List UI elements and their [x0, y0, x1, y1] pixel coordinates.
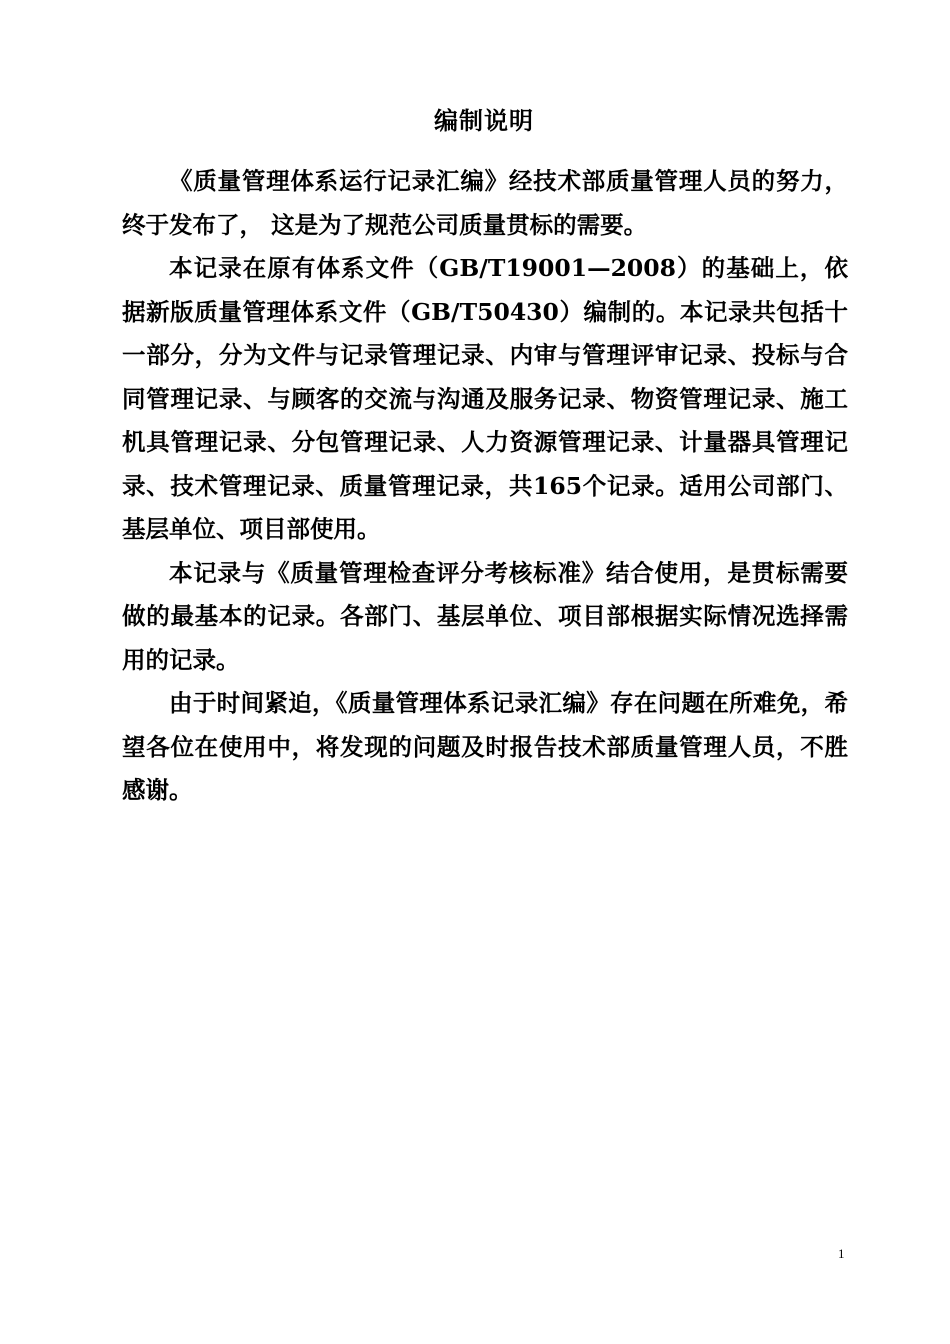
- page-number: 1: [838, 1246, 845, 1261]
- paragraph-feedback: 由于时间紧迫，《质量管理体系记录汇编》存在问题在所难免，希望各位在使用中，将发现的问题及时报告技术部质量管理人员，不胜感谢。: [122, 689, 848, 804]
- document-title: 编制说明: [434, 106, 534, 135]
- paragraph-scope: 本记录在原有体系文件（GB/T19001—2008）的基础上，依据新版质量管理体系文件（GB/T50430）编制的。本记录共包括十一部分，分为文件与记录管理记录、内审与管理评审记录、投标与合同管理记录、与顾客的交流与沟通及服务记录、物资管理记录、施工机具管理记录、分包管理记录、人力资源管理记录、计量器具管理记录、技术管理记录、质量管理记录，共165个记录。适用公司部门、基层单位、项目部使用。: [122, 254, 848, 543]
- paragraph-usage: 本记录与《质量管理检查评分考核标准》结合使用，是贯标需要做的最基本的记录。各部门、基层单位、项目部根据实际情况选择需用的记录。: [122, 558, 848, 674]
- paragraph-intro: 《质量管理体系运行记录汇编》经技术部质量管理人员的努力，终于发布了， 这是为了规范公司质量贯标的需要。: [122, 167, 848, 239]
- document-body: [122, 160, 848, 813]
